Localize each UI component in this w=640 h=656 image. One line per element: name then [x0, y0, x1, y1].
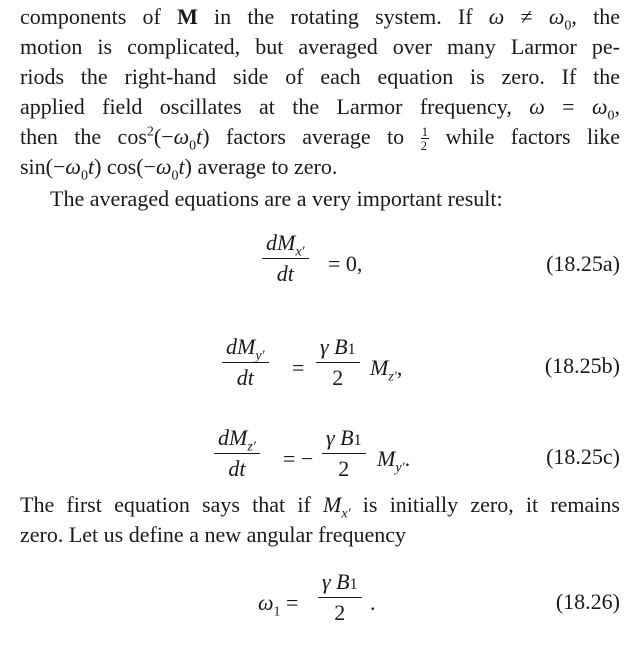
fraction-gammaB1-2-omega: γ B1 2 [318, 569, 362, 626]
fraction-gammaB1-2-c: γ B1 2 [322, 425, 366, 482]
para1-line2: motion is complicated, but averaged over many Larmor pe- [20, 34, 620, 59]
para1-line3: riods the right-hand side of each equation is zero. If the [20, 64, 620, 89]
para1-line1: components of M in the rotating system. If $\omega \ne \omega_0$, the [20, 4, 620, 34]
eqnum-18-25b: (18.25b) [544, 353, 620, 378]
para1-line6: $\sin(-\omega_0t)$ $\cos(-\omega_0t)$ average to zero. [20, 154, 338, 184]
equals-sign: = [292, 355, 305, 380]
equals-zero: = 0, [328, 251, 363, 276]
para1-line4: applied field oscillates at the Larmor frequency, $\omega = \omega_0$, [20, 94, 620, 124]
para3-line2: zero. Let us define a new angular frequency [20, 522, 407, 547]
fraction-dMy-dt: $dM_{y'}$ dt [222, 334, 269, 391]
para3-line1: The first equation says that if $M_{x'}$ is initially zero, it remains [20, 492, 620, 522]
fraction-dMz-dt: $dM_{z'}$ dt [214, 425, 260, 482]
My-term: $M_{y'}$. [377, 446, 411, 476]
para2-line1: The averaged equations are a very important result: [50, 186, 503, 211]
omega1-lhs: $\omega_1$ = [258, 590, 299, 620]
equals-minus: = − [283, 446, 314, 471]
period: . [370, 590, 376, 615]
eqnum-18-26: (18.26) [555, 589, 620, 614]
eqnum-18-25a: (18.25a) [546, 251, 620, 276]
fraction-dMx-dt: $dM_{x'}$ dt [262, 230, 309, 287]
fraction-gammaB1-2: γ B1 2 [316, 334, 360, 391]
Mz-term: $M_{z'}$, [370, 355, 403, 385]
para1-line5: then the $\cos^2(-\omega_0t)$ factors average to $\frac{1}{2}$ while factors like [20, 124, 620, 154]
eqnum-18-25c: (18.25c) [546, 444, 620, 469]
